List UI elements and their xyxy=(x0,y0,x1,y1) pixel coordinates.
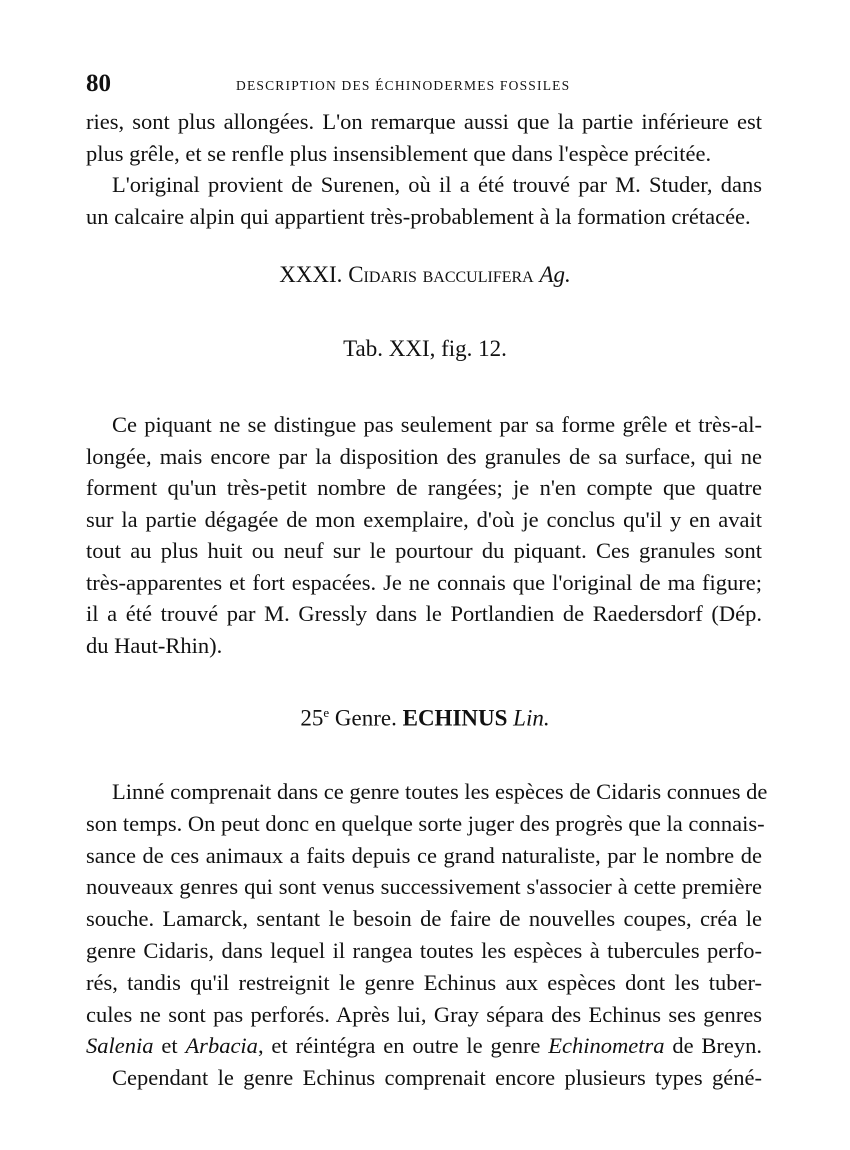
genus-number: 25 xyxy=(300,705,324,731)
species-heading xyxy=(0,262,850,288)
text-line: son temps. On peut donc en quelque sorte juger des progrès que la connais- xyxy=(86,810,765,836)
text-line: longée, mais encore par la disposition des granules de sa surface, qui ne xyxy=(86,443,762,469)
text-line: souche. Lamarck, sentant le besoin de faire de nouvelles coupes, créa le xyxy=(86,906,762,932)
text-line: plus grêle, et se renfle plus insensiblement que dans l'espèce précitée. xyxy=(86,140,712,166)
genus-paragraph xyxy=(86,776,768,1094)
genus-label: Genre. xyxy=(334,705,397,731)
genus-echinometra: Echinometra xyxy=(548,1033,665,1059)
text-line: un calcaire alpin qui appartient très-probablement à la formation crétacée. xyxy=(86,203,751,229)
species-author: Ag. xyxy=(539,262,571,287)
text-line: L'original provient de Surenen, où il a été trouvé par M. Studer, dans xyxy=(112,172,762,197)
text-line: tout au plus huit ou neuf sur le pourtour du piquant. Ces granules sont xyxy=(86,538,762,563)
page-number: 80 xyxy=(86,70,111,97)
genus-heading xyxy=(0,705,850,732)
text-line: du Haut-Rhin). xyxy=(86,632,223,658)
genus-salenia: Salenia xyxy=(86,1033,154,1059)
genus-ordinal: e xyxy=(323,705,330,720)
text-et: et xyxy=(161,1033,178,1059)
text-line: nouveaux genres qui sont venus successivement s'associer à cette première xyxy=(86,874,762,900)
running-head: DESCRIPTION DES ÉCHINODERMES FOSSILES xyxy=(236,78,571,93)
text-line xyxy=(86,1030,762,1062)
genus-name: ECHINUS xyxy=(402,705,508,731)
text-mid: , et réintégra en outre le genre xyxy=(257,1033,541,1059)
text-line: genre Cidaris, dans lequel il rangea toutes les espèces à tubercules perfo- xyxy=(86,937,762,963)
text-line: Ce piquant ne se distingue pas seulement par sa forme grêle et très-al- xyxy=(112,412,762,437)
species-description xyxy=(86,409,762,661)
text-line: rés, tandis qu'il restreignit le genre Echinus aux espèces dont les tuber- xyxy=(86,969,762,995)
text-end: de Breyn. xyxy=(672,1033,763,1059)
genus-arbacia: Arbacia xyxy=(185,1033,258,1059)
text-line: il a été trouvé par M. Gressly dans le Portlandien de Raedersdorf (Dép. xyxy=(86,601,762,626)
species-name: Cidaris bacculifera xyxy=(348,262,534,287)
text-line: sance de ces animaux a faits depuis ce grand naturaliste, par le nombre de xyxy=(86,842,762,868)
intro-paragraph xyxy=(86,106,762,232)
text-line: forment qu'un très-petit nombre de rangées; je n'en compte que quatre xyxy=(86,475,762,500)
text-line: très-apparentes et fort espacées. Je ne connais que l'original de ma figure; xyxy=(86,569,762,595)
species-number: XXXI. xyxy=(279,262,343,287)
genus-author: Lin. xyxy=(513,705,550,731)
text-line: Cependant le genre Echinus comprenait encore plusieurs types géné- xyxy=(112,1065,762,1091)
page-header xyxy=(86,70,756,100)
plate-reference: Tab. XXI, fig. 12. xyxy=(343,336,507,361)
text-line: ries, sont plus allongées. L'on remarque aussi que la partie inférieure est xyxy=(86,109,762,134)
text-line: sur la partie dégagée de mon exemplaire, d'où je conclus qu'il y en avait xyxy=(86,506,762,532)
text-line: Linné comprenait dans ce genre toutes les espèces de Cidaris connues de xyxy=(112,779,768,804)
text-line: cules ne sont pas perforés. Après lui, Gray sépara des Echinus ses genres xyxy=(86,1001,762,1027)
